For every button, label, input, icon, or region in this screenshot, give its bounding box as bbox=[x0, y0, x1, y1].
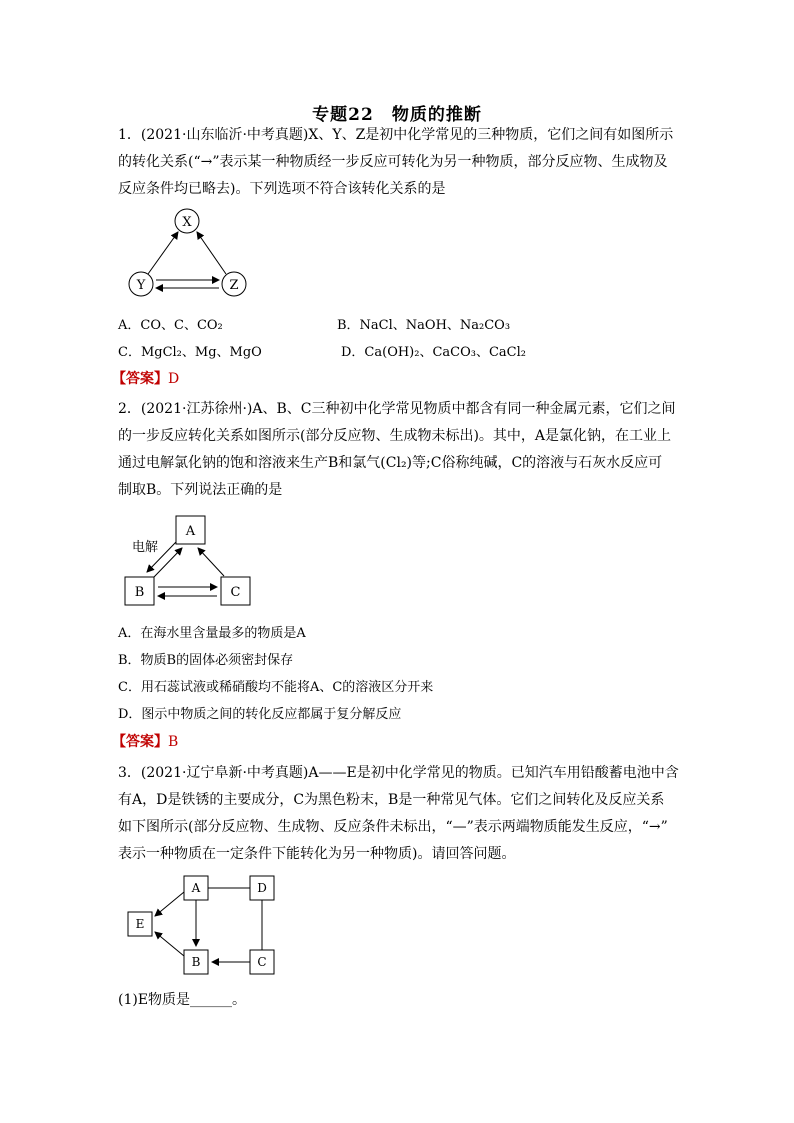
q1-node-z: Z bbox=[229, 278, 239, 293]
q3-node-b: B bbox=[191, 955, 201, 969]
q3-arrow-b-to-e bbox=[155, 932, 184, 956]
q2-answer bbox=[112, 732, 178, 752]
q2-node-b: B bbox=[134, 585, 145, 600]
q3-diagram bbox=[120, 870, 280, 980]
q3-node-d: D bbox=[257, 881, 267, 895]
q2-line-4: 制取B。下列说法正确的是 bbox=[118, 482, 283, 498]
q1-answer-label: 【答案】 bbox=[112, 371, 168, 387]
q1-node-x: X bbox=[182, 215, 192, 230]
q1-option-a: A．CO、C、CO₂ bbox=[118, 318, 223, 333]
q2-line-1: 2．(2021·江苏徐州·)A、B、C三种初中化学常见物质中都含有同一种金属元素，它们之间 bbox=[118, 401, 676, 417]
q1-answer-value: D bbox=[168, 371, 180, 387]
q1-line-1: 1．(2021·山东临沂·中考真题)X、Y、Z是初中化学常见的三种物质，它们之间有如图所示 bbox=[118, 127, 674, 143]
q3-line-2: 有A，D是铁锈的主要成分，C为黑色粉末，B是一种常见气体。它们之间转化及反应关系 bbox=[118, 792, 665, 808]
q2-option-d: D．图示中物质之间的转化反应都属于复分解反应 bbox=[118, 707, 402, 722]
q3-arrow-a-to-e bbox=[155, 892, 184, 916]
q1-arrow-z-to-x bbox=[197, 232, 226, 274]
q2-answer-value: B bbox=[168, 734, 179, 750]
q1-diagram bbox=[120, 200, 260, 305]
q2-option-b: B．物质B的固体必须密封保存 bbox=[118, 653, 294, 668]
q3-node-c: C bbox=[257, 955, 267, 969]
q3-line-3: 如下图所示(部分反应物、生成物、反应条件未标出，“—”表示两端物质能发生反应，“→” bbox=[118, 819, 668, 835]
question-2-text bbox=[118, 396, 678, 504]
q2-arrow-b-to-a bbox=[154, 548, 182, 577]
q1-node-y: Y bbox=[136, 278, 146, 293]
q2-node-a: A bbox=[185, 524, 196, 539]
q2-diagram bbox=[120, 510, 260, 612]
q2-arrow-c-to-a bbox=[198, 548, 224, 576]
page-title: 专题22 物质的推断 bbox=[312, 105, 482, 125]
q3-line-1: 3．(2021·辽宁阜新·中考真题)A——E是初中化学常见的物质。已知汽车用铅酸蓄电池中含 bbox=[118, 765, 679, 781]
q1-option-b: B．NaCl、NaOH、Na₂CO₃ bbox=[337, 318, 511, 333]
q2-answer-label: 【答案】 bbox=[112, 734, 168, 750]
q1-option-d: D．Ca(OH)₂、CaCO₃、CaCl₂ bbox=[341, 345, 526, 360]
q2-option-c: C．用石蕊试液或稀硝酸均不能将A、C的溶液区分开来 bbox=[118, 680, 434, 695]
q1-line-2: 的转化关系(“→”表示某一种物质经一步反应可转化为另一种物质，部分反应物、生成物及 bbox=[118, 154, 668, 170]
q2-option-a: A．在海水里含量最多的物质是A bbox=[118, 626, 306, 641]
q2-electrolysis-label: 电解 bbox=[132, 540, 159, 555]
q3-node-a: A bbox=[191, 881, 201, 895]
q1-arrow-y-to-x bbox=[148, 232, 178, 274]
q3-line-4: 表示一种物质在一定条件下能转化为另一种物质)。请回答问题。 bbox=[118, 846, 516, 862]
q1-option-c: C．MgCl₂、Mg、MgO bbox=[118, 345, 262, 360]
question-3-text bbox=[118, 760, 678, 868]
question-1-text bbox=[118, 122, 678, 203]
q2-line-2: 的一步反应转化关系如图所示(部分反应物、生成物未标出)。其中，A是氯化钠，在工业上 bbox=[118, 428, 672, 444]
q3-subquestion-1: (1)E物质是______。 bbox=[118, 992, 247, 1008]
q1-answer bbox=[112, 369, 179, 389]
q3-node-e: E bbox=[135, 917, 145, 931]
q2-line-3: 通过电解氯化钠的饱和溶液来生产B和氯气(Cl₂)等;C俗称纯碱，C的溶液与石灰水反应可 bbox=[118, 455, 663, 471]
q1-line-3: 反应条件均已略去)。下列选项不符合该转化关系的是 bbox=[118, 181, 446, 197]
q2-node-c: C bbox=[230, 585, 241, 600]
